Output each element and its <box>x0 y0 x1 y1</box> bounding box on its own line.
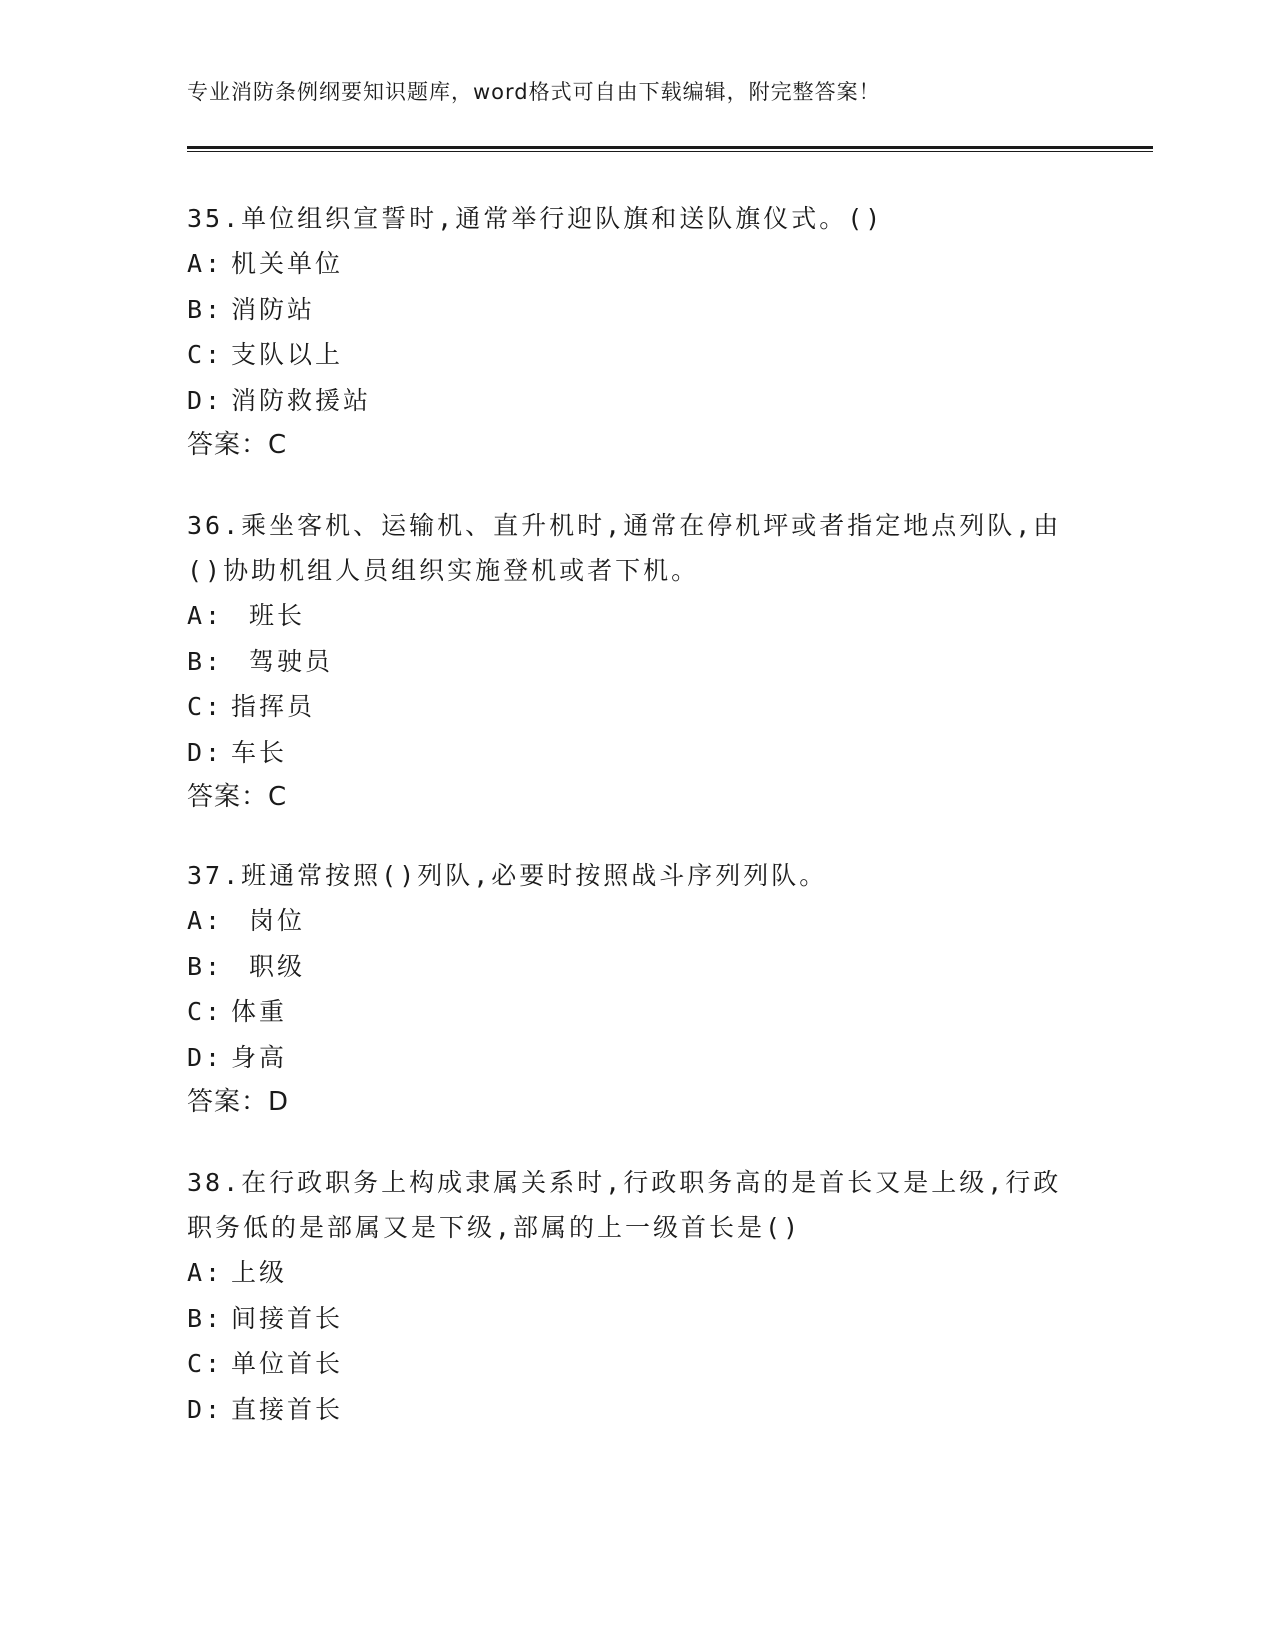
option-a: A: 上级 <box>187 1258 288 1287</box>
option-d: D: 身高 <box>187 1042 288 1072</box>
option-c: C: 体重 <box>187 997 288 1026</box>
option-d: D: 消防救援站 <box>187 385 372 415</box>
option-d: D: 直接首长 <box>187 1394 344 1424</box>
header-divider-thin <box>187 151 1153 152</box>
answer: 答案：C <box>187 782 288 812</box>
header-divider <box>187 146 1153 149</box>
question-36 <box>187 503 1087 821</box>
option-c: C: 单位首长 <box>187 1349 344 1378</box>
question-stem: 37.班通常按照()列队,必要时按照战斗序列列队。 <box>187 861 828 890</box>
header-note: 专业消防条例纲要知识题库，word格式可自由下载编辑，附完整答案！ <box>187 80 881 104</box>
question-stem: 35.单位组织宣誓时,通常举行迎队旗和送队旗仪式。() <box>187 204 884 233</box>
question-stem: 38.在行政职务上构成隶属关系时,行政职务高的是首长又是上级,行政职务低的是部属又是下级,部属的上一级首长是() <box>187 1168 1062 1242</box>
option-b: B: 职级 <box>187 951 306 981</box>
question-35 <box>187 196 1087 469</box>
option-c: C: 支队以上 <box>187 340 344 369</box>
question-38 <box>187 1160 1087 1432</box>
option-b: B: 消防站 <box>187 294 316 324</box>
option-b: B: 驾驶员 <box>187 646 334 676</box>
question-stem: 36.乘坐客机、运输机、直升机时,通常在停机坪或者指定地点列队,由()协助机组人员组织实施登机或者下机。 <box>187 511 1062 585</box>
question-37 <box>187 853 1087 1126</box>
option-a: A: 班长 <box>187 601 306 630</box>
option-a: A: 岗位 <box>187 906 306 935</box>
option-d: D: 车长 <box>187 737 288 767</box>
answer: 答案：C <box>187 430 288 460</box>
option-b: B: 间接首长 <box>187 1303 344 1333</box>
answer: 答案：D <box>187 1087 290 1117</box>
option-c: C: 指挥员 <box>187 692 316 721</box>
option-a: A: 机关单位 <box>187 249 344 278</box>
